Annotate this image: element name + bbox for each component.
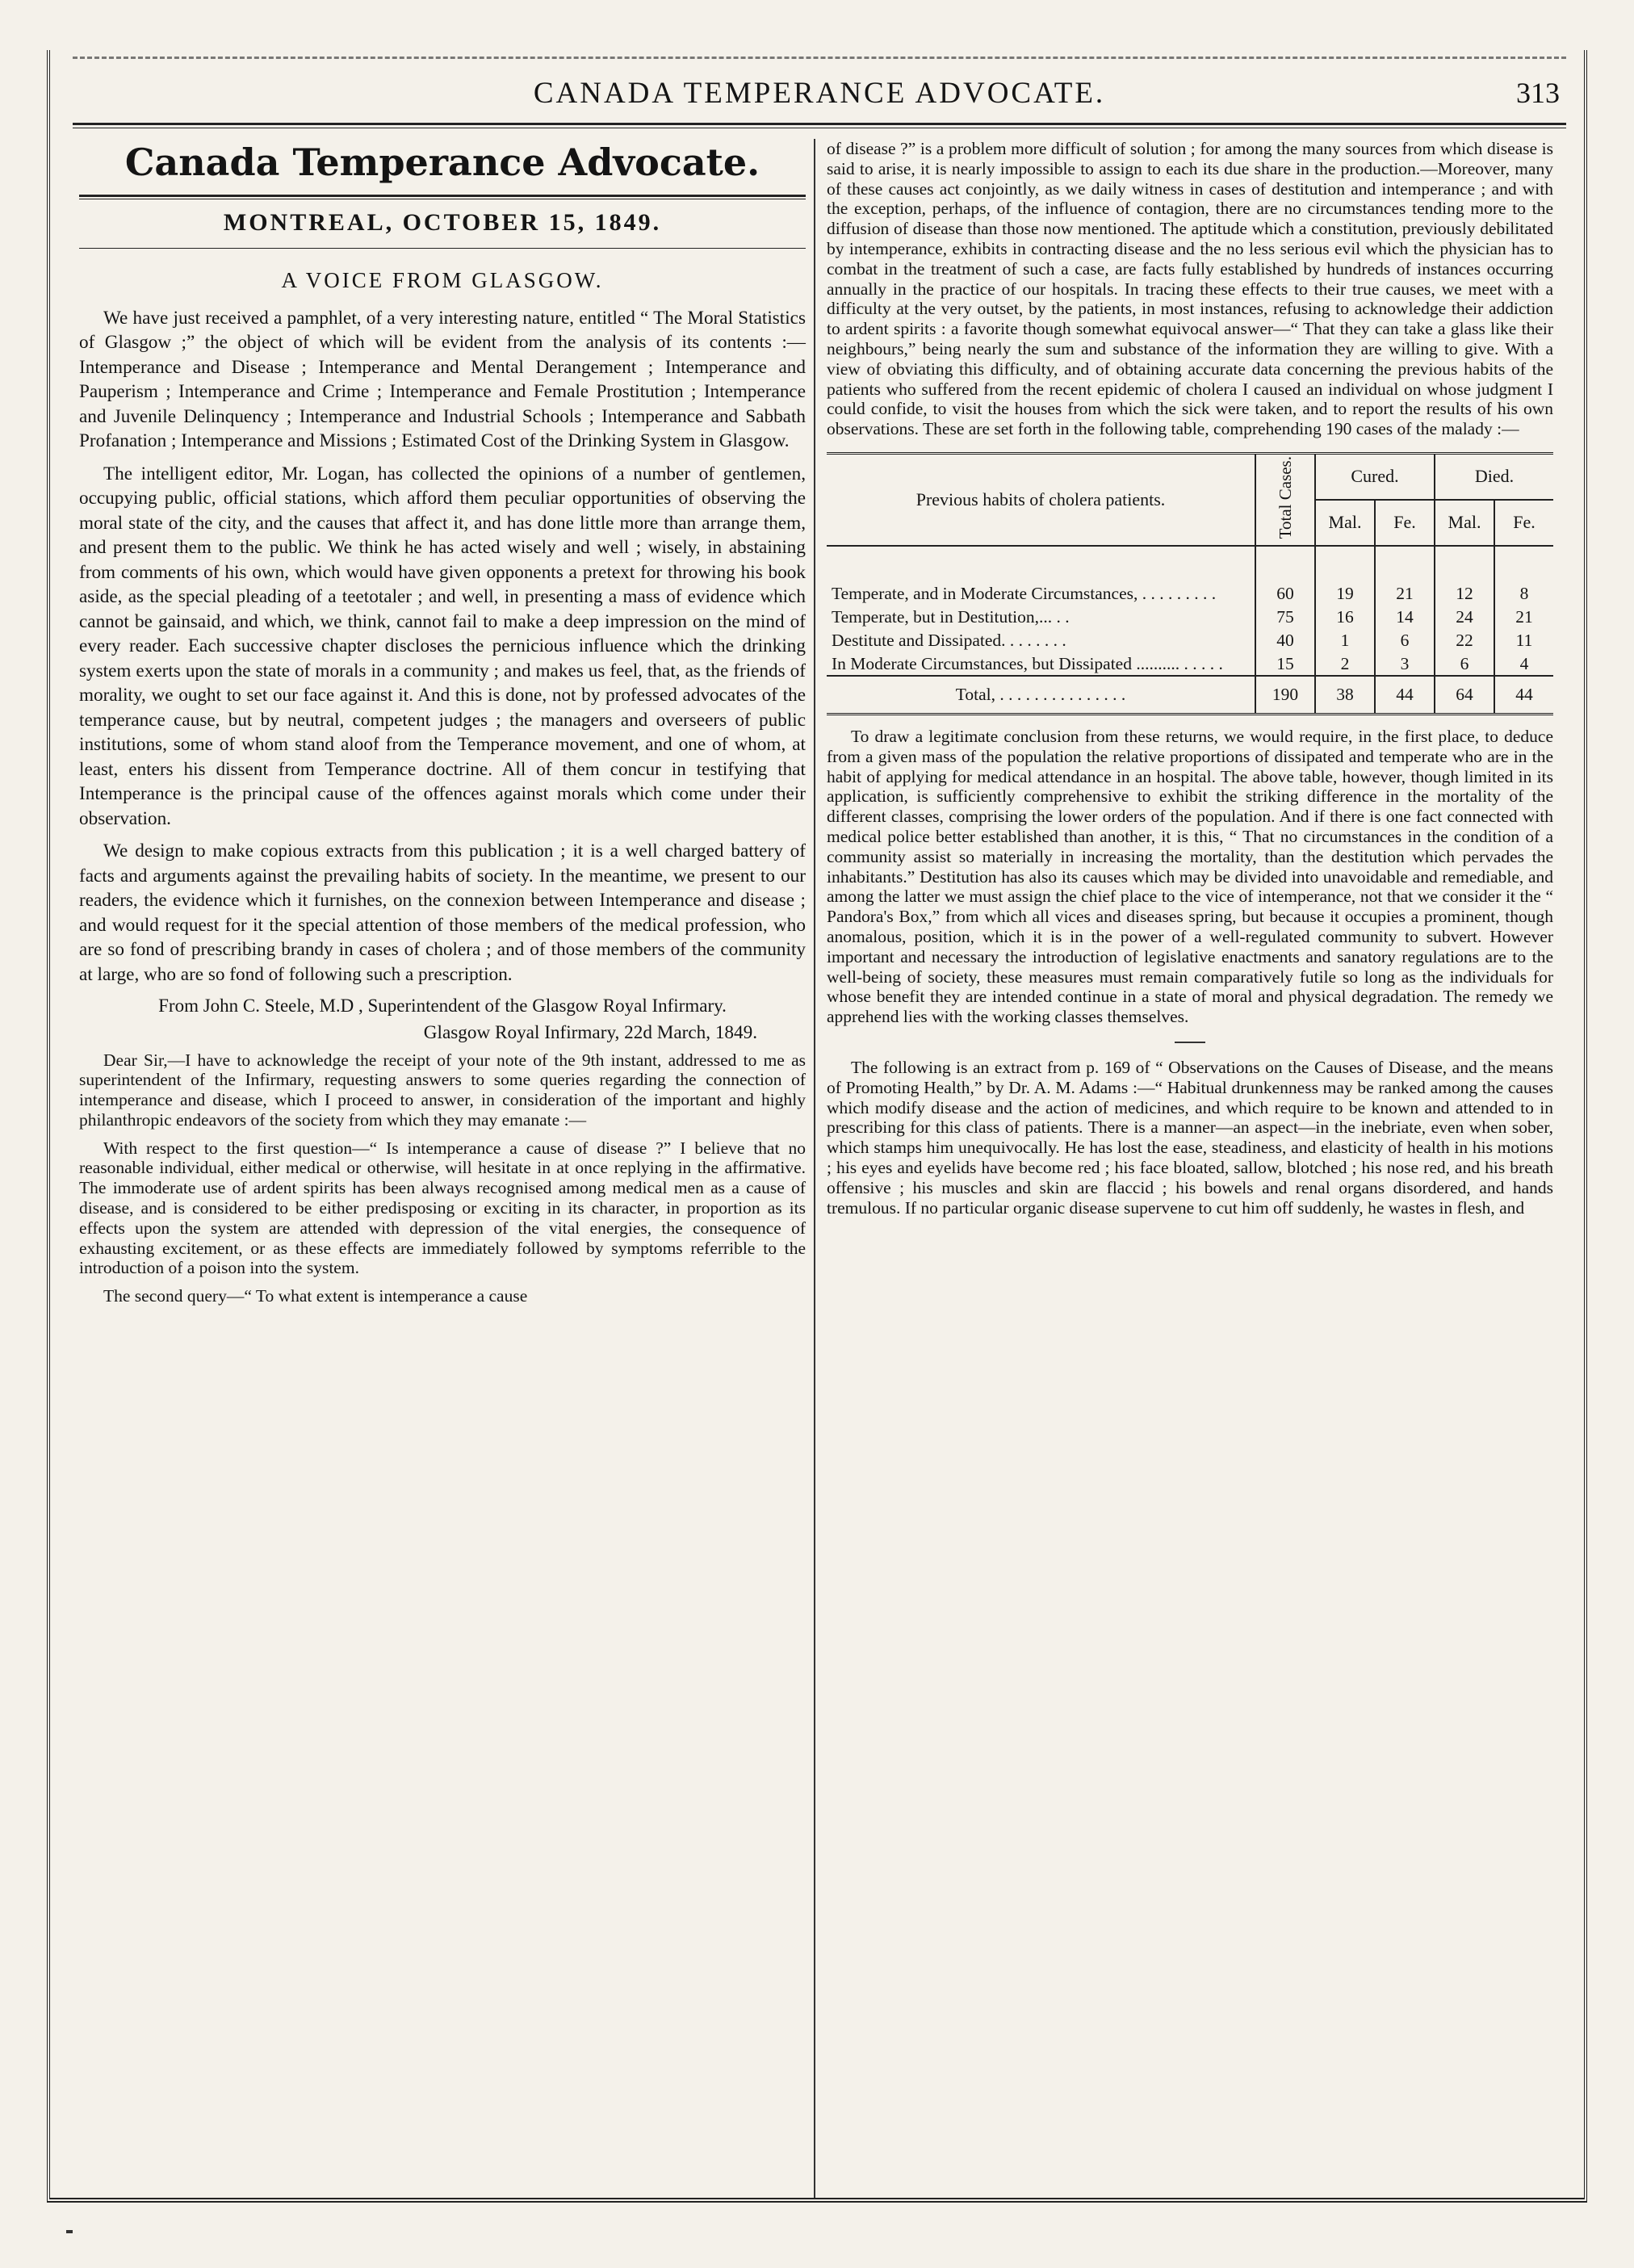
table-row: In Moderate Circumstances, but Dissipated .......... . . . . . 15 2 3 6 4	[827, 652, 1553, 677]
dateline: MONTREAL, OCTOBER 15, 1849.	[223, 208, 662, 236]
article-paragraph: The intelligent editor, Mr. Logan, has collected the opinions of a number of gentlemen, occupying public, official stations, which afford them peculiar opportunities of observing the moral state of the city, and the causes that affect it, and has done little more than arrange them, and present them to the public. We think he has acted wisely and well ; wisely, in abstaining from comments of his own, which would have given opponents a pretext for throwing his book aside, as the special pleading of a teetotaler ; and well, in presenting a mass of evidence which cannot be gainsaid, and which, we think, cannot fail to make a deep impression on the mind of every reader. Each successive chapter discloses the pernicious influence which the drinking system exerts upon the state of morals in a community ; and makes us feel, that, as the friends of morality, we ought to set our face against it. And this is done, not by professed advocates of the temperance cause, but by neutral, competent judges ; the managers and overseers of public institutions, some of whom stand aloof from the Temperance movement, and one of whom, at least, enters his dissent from Temperance doctrine. All of them concur in testifying that Intemperance is the principal cause of the offences against morals which come under their observation.	[79, 463, 806, 829]
cholera-table	[827, 452, 1553, 715]
article-paragraph: We design to make copious extracts from this publication ; it is a well charged battery of facts and arguments against the prevailing habits of society. In the meantime, we present to our readers, the evidence which it furnishes, on the connexion between Intemperance and disease ; and would request for it the special attention of those members of the medical profession, who are so fond of prescribing brandy in cases of cholera ; and of those members of the community at large, who are so fond of following such a prescription.	[79, 841, 806, 985]
table-subheader-fe: Fe.	[1375, 500, 1435, 546]
page-number: 313	[1516, 77, 1560, 109]
article-paragraph: We have just received a pamphlet, of a very interesting nature, entitled “ The Moral Statistics of Glasgow ;” the object of which will be evident from the analysis of its contents :—Intemperance and Disease ; Intemperance and Mental Derangement ; Intemperance and Pauperism ; Intemperance and Crime ; Intemperance and Female Prostitution ; Intemperance and Juvenile Delinquency ; Intemperance and Industrial Schools ; Intemperance and Sabbath Profanation ; Intemperance and Missions ; Estimated Cost of the Drinking System in Glasgow.	[79, 307, 806, 451]
letter-body	[79, 1050, 806, 1307]
masthead: Canada Temperance Advocate.	[124, 140, 760, 184]
article-paragraph: To draw a legitimate conclusion from these returns, we would require, in the first place, to deduce from a given mass of the population the relative proportions of dissipated and temperate who are in the habit of applying for medical attendance in an hospital. The above table, however, though limited in its application, is sufficiently comprehensive to exhibit the striking difference in the mortality of the different classes, comprising the lower orders of the population. And if there is one fact connected with medical police better established than another, it is this, “ That no circumstances in the condition of a community assist so materially in increasing the mortality, than the destitution which pervades the inhabitants.” Destitution has also its causes which may be divided into unavoidable and remediable, and among the latter we must assign the chief place to the vice of intemperance, not that we consider it the “ Pandora's Box,” from which all vices and diseases spring, but because it occupies a prominent, though anomalous, position, which it is in the power of a well-regulated community to subvert. However important and necessary the introduction of legislative enactments and sanatory regulations are to the well-being of society, these measures must remain comparatively futile so long as the individuals for whose benefit they are intended continue in a state of moral and physical degradation. The remedy we apprehend lies with the working classes themselves.	[827, 727, 1553, 1027]
article-paragraph: The following is an extract from p. 169 of “ Observations on the Causes of Disease, and the means of Promoting Health,” by Dr. A. M. Adams :—“ Habitual drunkenness may be ranked among the causes which modify disease and the action of medicines, and which require to be known and attended to in prescribing for this class of patients. There is a manner—an aspect—in the inebriate, even when sober, which stamps him unequivocally. He has lost the ease, steadiness, and elasticity of health in his motions ; his eyes and eyelids have become red ; his face bloated, sallow, blotched ; his nose red, and his breath offensive ; his muscles and skin are flaccid ; his bowels and renal organs disordered, and hands tremulous. If no particular organic disease supervene to cut him off suddenly, he wastes in flesh, and	[827, 1058, 1553, 1218]
letter-paragraph: The second query—“ To what extent is intemperance a cause	[103, 1286, 528, 1306]
table-header-cured: Cured.	[1315, 453, 1435, 500]
running-head	[73, 76, 1566, 118]
table-subheader-fe: Fe.	[1494, 500, 1553, 546]
letter-date: Glasgow Royal Infirmary, 22d March, 1849.	[423, 1022, 757, 1043]
column-separator	[814, 139, 815, 2198]
table-subheader-mal: Mal.	[1435, 500, 1494, 546]
table-header-total: Total Cases.	[1255, 453, 1315, 546]
top-dashed-rule	[73, 57, 1566, 59]
corner-mark	[66, 2230, 73, 2233]
table-row: Temperate, but in Destitution,... . . 75 16 14 24 21	[827, 606, 1553, 629]
letter-paragraph: Dear Sir,—I have to acknowledge the receipt of your note of the 9th instant, addressed to me as superintendent of the Infirmary, requesting answers to some queries regarding the connection of intemperance and disease, which I proceed to answer, in consideration of the important and highly philanthropic endeavors of the society from which they may emanate :—	[79, 1050, 806, 1130]
table-subheader-mal: Mal.	[1315, 500, 1375, 546]
article-title: A VOICE FROM GLASGOW.	[281, 268, 604, 292]
dateline-rule	[79, 248, 806, 249]
running-head-title: CANADA TEMPERANCE ADVOCATE.	[533, 77, 1106, 110]
left-column	[79, 139, 806, 1314]
table-total-row: Total, . . . . . . . . . . . . . . . 190 38 44 64 44	[827, 676, 1553, 714]
header-rule	[73, 123, 1566, 128]
masthead-rule	[79, 195, 806, 199]
letter-heading: From John C. Steele, M.D , Superintendent of the Glasgow Royal Infirmary.	[158, 996, 727, 1016]
letter-paragraph: With respect to the first question—“ Is intemperance a cause of disease ?” I believe that no reasonable individual, either medical or otherwise, will hesitate in at once replying in the affirmative. The immoderate use of ardent spirits has been always recognised among medical men as a cause of disease, and is considered to be either predisposing or exciting in its character, in proportion as its effects upon the system are attended with depression of the vital energies, the consequence of exhausting excitement, or as these effects are immediately followed by symptoms referrible to the introduction of a poison into the system.	[79, 1138, 806, 1278]
table-header-habits: Previous habits of cholera patients.	[827, 453, 1255, 546]
table-row: Destitute and Dissipated. . . . . . . . 40 1 6 22 11	[827, 629, 1553, 652]
right-column	[827, 139, 1553, 1226]
article-paragraph: of disease ?” is a problem more difficult of solution ; for among the many sources from which disease is said to arise, it is nearly impossible to assign to each its due share in the production.—Moreover, many of these causes act conjointly, as we daily witness in cases of destitution and intemperance ; and with the exception, perhaps, of the influence of contagion, there are no circumstances tending more to the diffusion of disease than those now mentioned. The aptitude which a constitution, previously debilitated by intemperance, exhibits in contracting disease and the no less serious evil which the physician has to combat in the treatment of such a case, are facts fully established by hundreds of instances occurring annually in the practice of our hospitals. In tracing these effects to their true causes, we meet with a difficulty at the very outset, by the patients, in most instances, refusing to acknowledge their addiction to ardent spirits : a favorite though somewhat equivocal answer—“ That they can take a glass like their neighbours,” being nearly the sum and substance of the information they are willing to give. With a view of obviating this difficulty, and of obtaining accurate data concerning the previous habits of the patients who suffered from the recent epidemic of cholera I caused an individual on whose judgment I could confide, to visit the houses from which the sick were taken, and to report the results of his own observations. These are set forth in the following table, comprehending 190 cases of the malady :—	[827, 139, 1553, 439]
section-divider	[1175, 1042, 1205, 1043]
table-header-died: Died.	[1435, 453, 1553, 500]
table-row: Temperate, and in Moderate Circumstances, . . . . . . . . . 60 19 21 12 8	[827, 582, 1553, 606]
